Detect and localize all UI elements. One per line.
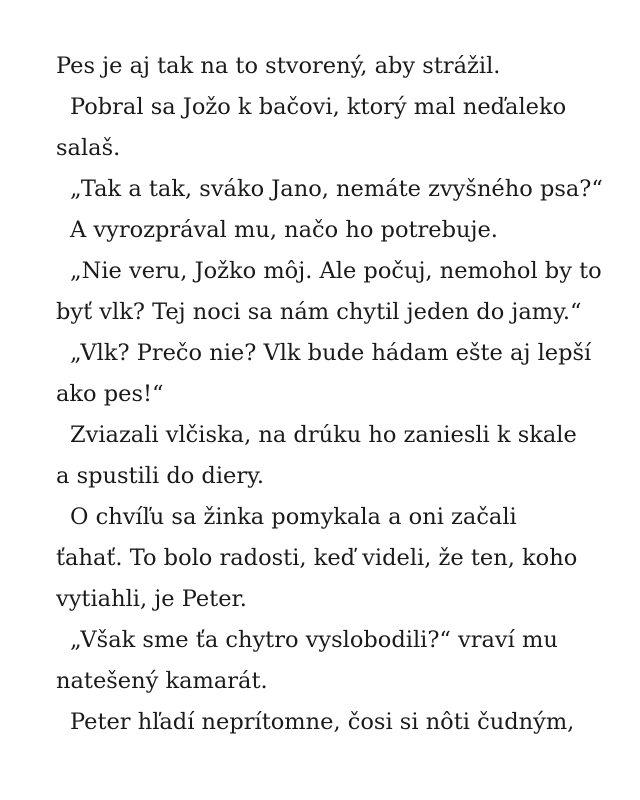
- text-line: „Nie veru, Jožko môj. Ale počuj, nemohol by to: [70, 258, 602, 284]
- text-line: salaš.: [56, 135, 121, 161]
- text-line: A vyrozprával mu, načo ho potrebuje.: [70, 217, 498, 243]
- text-line: vytiahli, je Peter.: [56, 586, 247, 612]
- text-line: O chvíľu sa žinka pomykala a oni začali: [70, 504, 517, 530]
- text-line: ťahať. To bolo radosti, keď videli, že ten, koho: [56, 545, 578, 571]
- text-line: „Tak a tak, sváko Jano, nemáte zvyšného psa?“: [70, 176, 603, 202]
- text-line: natešený kamarát.: [56, 668, 268, 694]
- text-line: ako pes!“: [56, 381, 164, 407]
- text-line: Zviazali vlčiska, na drúku ho zaniesli k skale: [70, 422, 577, 448]
- book-page-text: [56, 46, 616, 743]
- text-line: byť vlk? Tej noci sa nám chytil jeden do jamy.“: [56, 299, 582, 325]
- text-line: Pes je aj tak na to stvorený, aby strážil.: [56, 53, 501, 79]
- text-line: „Vlk? Prečo nie? Vlk bude hádam ešte aj lepší: [70, 340, 592, 366]
- text-line: „Však sme ťa chytro vyslobodili?“ vraví mu: [70, 627, 558, 653]
- text-line: Peter hľadí neprítomne, čosi si nôti čudným,: [70, 709, 575, 735]
- text-line: Pobral sa Jožo k bačovi, ktorý mal neďaleko: [70, 94, 567, 120]
- text-line: a spustili do diery.: [56, 463, 264, 489]
